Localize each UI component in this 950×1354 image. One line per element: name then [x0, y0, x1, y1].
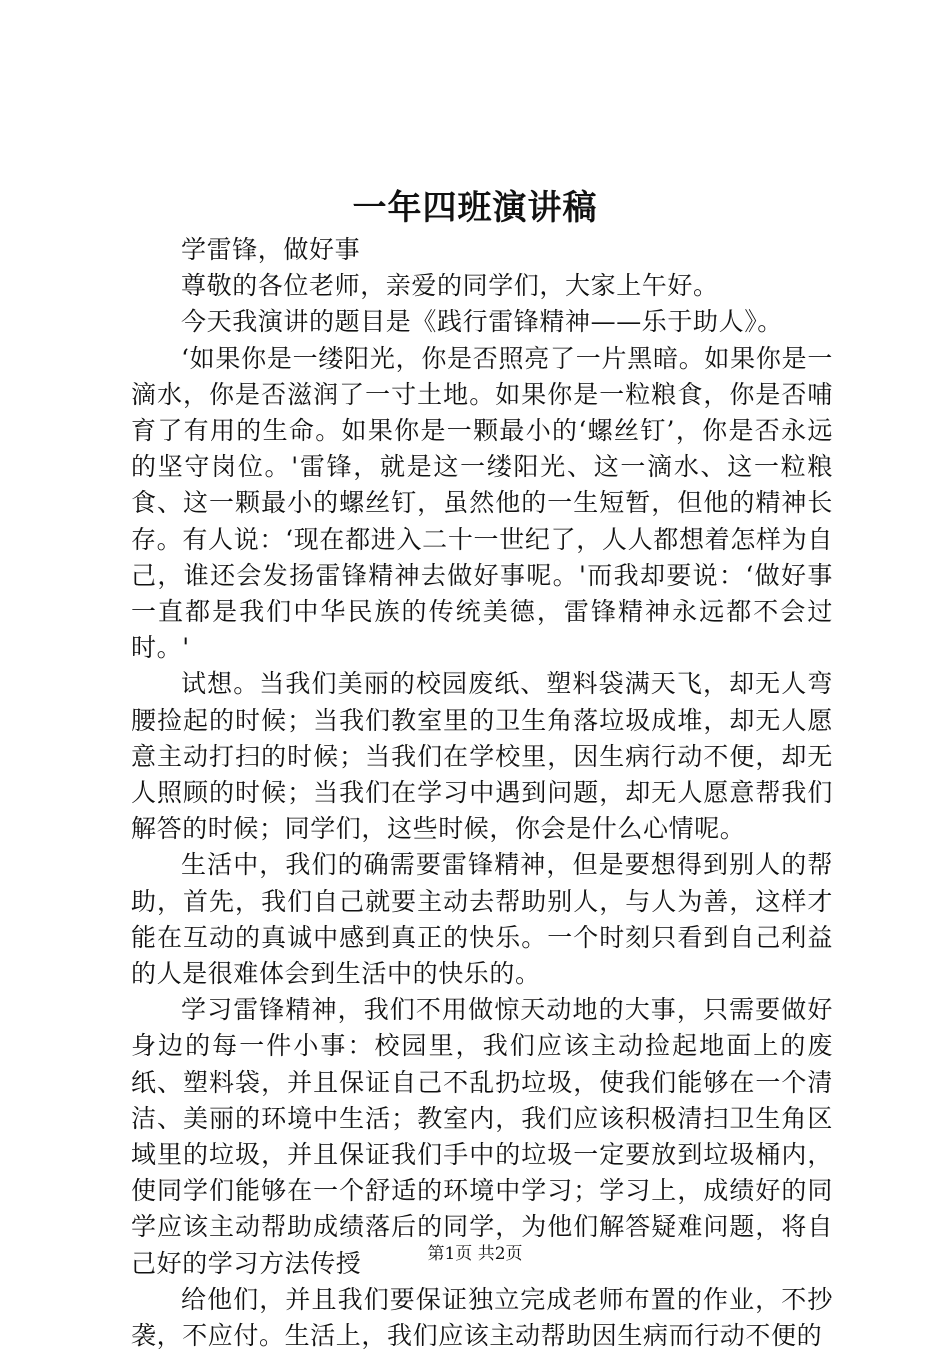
paragraph: 生活中，我们的确需要雷锋精神，但是要想得到别人的帮助，首先，我们自己就要主动去帮助别人，与人为善，这样才能在互动的真诚中感到真正的快乐。一个时刻只看到自己利益的人是很难体会到生活中的快乐的。	[131, 850, 833, 989]
paragraph: 学习雷锋精神，我们不用做惊天动地的大事，只需要做好身边的每一件小事：校园里，我们应该主动捡起地面上的废纸、塑料袋，并且保证自己不乱扔垃圾，使我们能够在一个清洁、美丽的环境中生活；教室内，我们应该积极清扫卫生角区域里的垃圾，并且保证我们手中的垃圾一定要放到垃圾桶内，使同学们能够在一个舒适的环境中学习；学习上，成绩好的同学应该主动帮助成绩落后的同学，为他们解答疑难问题，将自己好的学习方法传授	[131, 995, 833, 1278]
page-footer: 第1页 共2页	[427, 1244, 523, 1264]
document-title: 一年四班演讲稿	[352, 188, 598, 228]
paragraph: 尊敬的各位老师，亲爱的同学们，大家上午好。	[181, 271, 719, 301]
document-body	[131, 232, 833, 1354]
paragraph: 给他们，并且我们要保证独立完成老师布置的作业，不抄袭，不应付。生活上，我们应该主动帮助因生病而行动不便的	[131, 1284, 833, 1351]
paragraph: 学雷锋，做好事	[181, 235, 361, 264]
paragraph: 今天我演讲的题目是《践行雷锋精神——乐于助人》。	[181, 307, 783, 337]
paragraph: ‘如果你是一缕阳光，你是否照亮了一片黑暗。如果你是一滴水，你是否滋润了一寸土地。如果你是一粒粮食，你是否哺育了有用的生命。如果你是一颗最小的‘螺丝钉’，你是否永远的坚守岗位。'雷锋，就是这一缕阳光、这一滴水、这一粒粮食、这一颗最小的螺丝钉，虽然他的一生短暂，但他的精神长存。有人说：‘现在都进入二十一世纪了，人人都想着怎样为自己，谁还会发扬雷锋精神去做好事呢。'而我却要说：‘做好事一直都是我们中华民族的传统美德，雷锋精神永远都不会过时。'	[131, 343, 833, 663]
paragraph: 试想。当我们美丽的校园废纸、塑料袋满天飞，却无人弯腰捡起的时候；当我们教室里的卫生角落垃圾成堆，却无人愿意主动打扫的时候；当我们在学校里，因生病行动不便，却无人照顾的时候；当我们在学习中遇到问题，却无人愿意帮我们解答的时候；同学们，这些时候，你会是什么心情呢。	[131, 669, 833, 844]
